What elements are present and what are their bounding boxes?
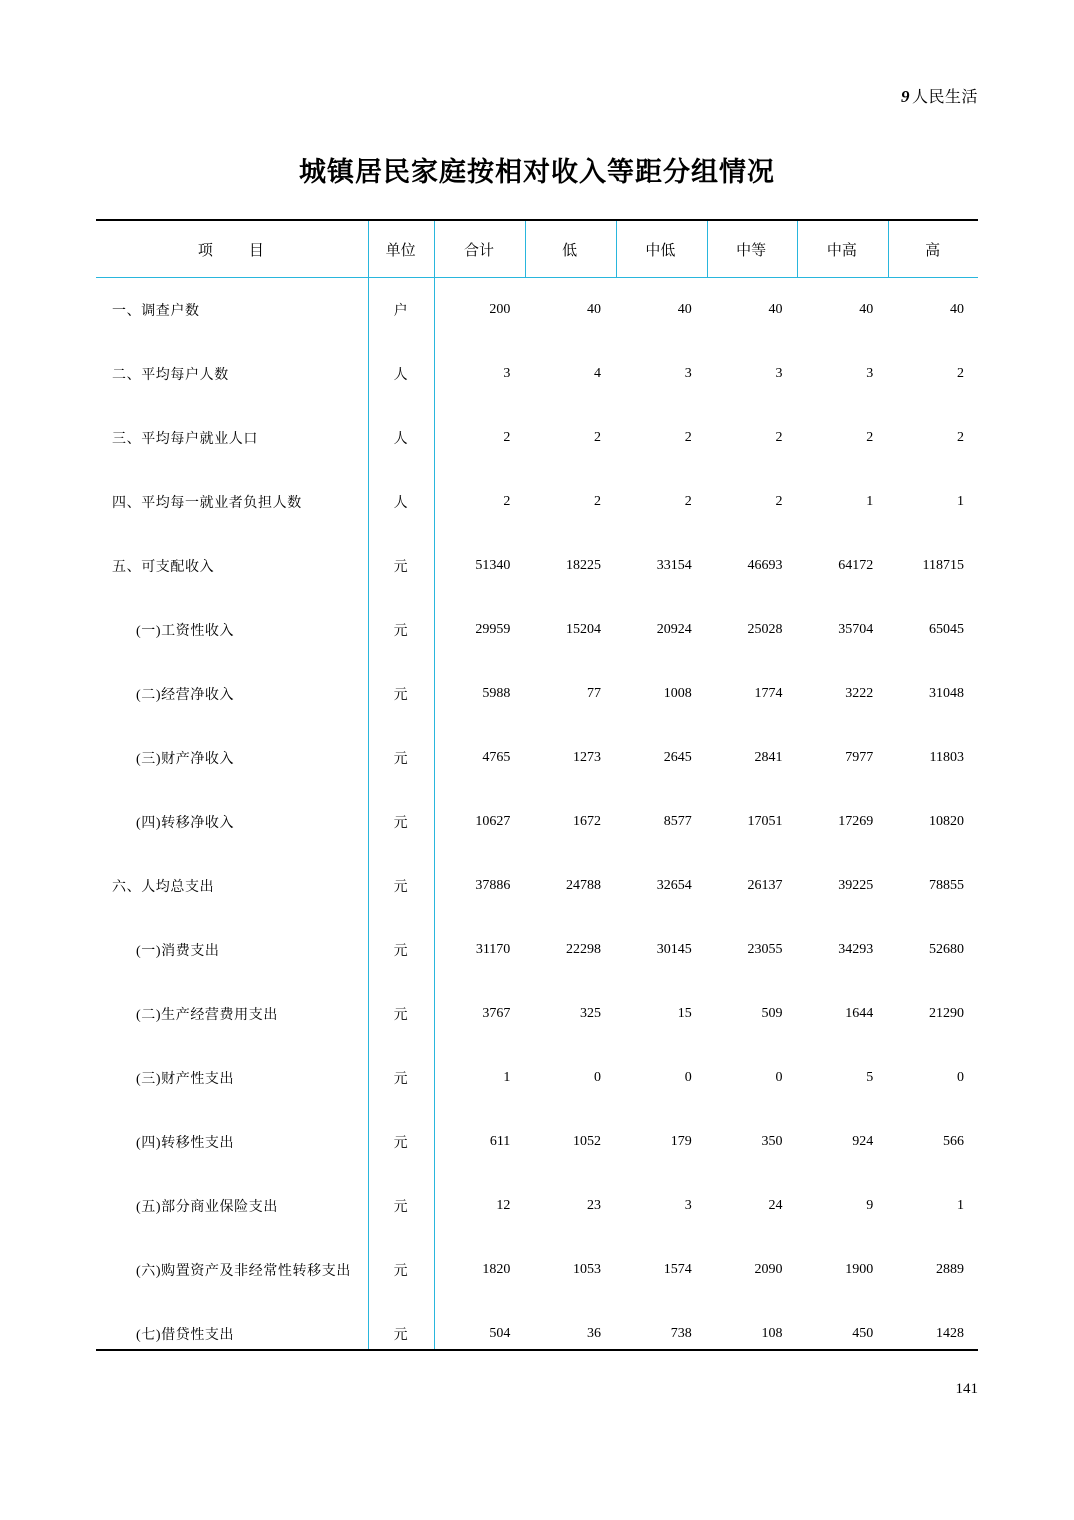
row-unit: 元 bbox=[393, 624, 408, 639]
cell-middle: 2090 bbox=[754, 1262, 783, 1277]
table-row bbox=[96, 470, 978, 534]
cell-lower-middle: 2645 bbox=[663, 750, 692, 765]
cell-high: 2 bbox=[957, 430, 964, 445]
row-label: (三)财产性支出 bbox=[136, 1072, 235, 1087]
cell-middle: 350 bbox=[761, 1134, 783, 1149]
cell-middle: 2841 bbox=[754, 750, 783, 765]
page-title: 城镇居民家庭按相对收入等距分组情况 bbox=[299, 157, 775, 187]
cell-upper-middle: 9 bbox=[866, 1198, 874, 1213]
cell-upper-middle: 1900 bbox=[845, 1262, 874, 1277]
cell-middle: 25028 bbox=[747, 622, 783, 637]
cell-middle: 2 bbox=[775, 430, 783, 445]
column-header-middle: 中等 bbox=[736, 242, 767, 259]
row-unit: 元 bbox=[393, 1264, 408, 1279]
row-unit: 元 bbox=[393, 944, 408, 959]
cell-lower-middle: 33154 bbox=[656, 558, 692, 573]
cell-middle: 46693 bbox=[747, 558, 783, 573]
cell-upper-middle: 7977 bbox=[845, 750, 874, 765]
row-unit: 人 bbox=[393, 496, 408, 511]
cell-lower-middle: 30145 bbox=[656, 942, 692, 957]
row-unit: 元 bbox=[393, 752, 408, 767]
statistics-table bbox=[96, 220, 978, 1366]
cell-total: 611 bbox=[489, 1134, 511, 1149]
cell-high: 1 bbox=[957, 494, 964, 509]
cell-middle: 17051 bbox=[747, 814, 783, 829]
cell-high: 40 bbox=[950, 302, 964, 317]
cell-high: 65045 bbox=[929, 622, 964, 637]
cell-middle: 3 bbox=[775, 366, 783, 381]
cell-middle: 509 bbox=[761, 1006, 783, 1021]
cell-low: 40 bbox=[587, 302, 602, 317]
cell-upper-middle: 35704 bbox=[838, 622, 874, 637]
column-header-lower-middle: 中低 bbox=[645, 242, 676, 259]
row-label: 三、平均每户就业人口 bbox=[112, 432, 258, 447]
cell-middle: 26137 bbox=[747, 878, 783, 893]
cell-upper-middle: 924 bbox=[852, 1134, 874, 1149]
cell-middle: 0 bbox=[775, 1070, 783, 1085]
row-label: 四、平均每一就业者负担人数 bbox=[112, 496, 302, 511]
cell-high: 566 bbox=[943, 1134, 964, 1149]
cell-low: 4 bbox=[594, 366, 602, 381]
row-unit: 元 bbox=[393, 1328, 408, 1343]
cell-lower-middle: 8577 bbox=[663, 814, 692, 829]
table-row bbox=[96, 1174, 978, 1238]
cell-total: 10627 bbox=[475, 814, 511, 829]
cell-low: 325 bbox=[580, 1006, 602, 1021]
table-row bbox=[96, 278, 978, 342]
cell-upper-middle: 1644 bbox=[845, 1006, 874, 1021]
cell-total: 12 bbox=[496, 1198, 511, 1213]
cell-total: 1 bbox=[503, 1070, 511, 1085]
cell-lower-middle: 2 bbox=[684, 494, 692, 509]
row-unit: 人 bbox=[393, 432, 408, 447]
column-header-low: 低 bbox=[562, 242, 578, 259]
column-header-total: 合计 bbox=[463, 242, 494, 259]
table-row bbox=[96, 406, 978, 470]
cell-upper-middle: 34293 bbox=[838, 942, 874, 957]
row-unit: 户 bbox=[393, 304, 408, 319]
table-row bbox=[96, 1046, 978, 1110]
row-unit: 元 bbox=[393, 880, 408, 895]
chapter-title: 人民生活 bbox=[911, 89, 978, 106]
cell-upper-middle: 40 bbox=[859, 302, 874, 317]
table-row bbox=[96, 534, 978, 598]
cell-total: 3767 bbox=[482, 1006, 511, 1021]
chapter-header bbox=[901, 84, 978, 107]
row-label: (五)部分商业保险支出 bbox=[136, 1200, 278, 1215]
cell-low: 23 bbox=[587, 1198, 602, 1213]
cell-upper-middle: 2 bbox=[866, 430, 874, 445]
row-label: 二、平均每户人数 bbox=[112, 368, 229, 383]
cell-lower-middle: 15 bbox=[677, 1006, 692, 1021]
cell-total: 504 bbox=[489, 1326, 511, 1341]
cell-upper-middle: 450 bbox=[852, 1326, 874, 1341]
row-label: (七)借贷性支出 bbox=[136, 1328, 235, 1343]
row-unit: 元 bbox=[393, 560, 408, 575]
cell-low: 36 bbox=[587, 1326, 602, 1341]
row-label: 五、可支配收入 bbox=[112, 560, 215, 575]
cell-total: 3 bbox=[503, 366, 511, 381]
row-label: 六、人均总支出 bbox=[112, 880, 215, 895]
cell-total: 2 bbox=[503, 494, 511, 509]
row-label: (一)工资性收入 bbox=[136, 624, 235, 639]
table-row bbox=[96, 598, 978, 662]
cell-high: 10820 bbox=[929, 814, 964, 829]
cell-lower-middle: 3 bbox=[684, 366, 692, 381]
cell-total: 5988 bbox=[482, 686, 511, 701]
cell-low: 24788 bbox=[566, 878, 602, 893]
row-unit: 人 bbox=[393, 368, 408, 383]
cell-total: 2 bbox=[503, 430, 511, 445]
cell-low: 15204 bbox=[566, 622, 602, 637]
column-header-upper-middle: 中高 bbox=[826, 242, 857, 259]
table-row bbox=[96, 662, 978, 726]
row-label: (四)转移净收入 bbox=[136, 816, 235, 831]
table-row bbox=[96, 726, 978, 790]
cell-lower-middle: 2 bbox=[684, 430, 692, 445]
cell-total: 31170 bbox=[475, 942, 511, 957]
row-label: (四)转移性支出 bbox=[136, 1136, 235, 1151]
cell-lower-middle: 32654 bbox=[656, 878, 692, 893]
cell-low: 1053 bbox=[573, 1262, 602, 1277]
row-unit: 元 bbox=[393, 816, 408, 831]
cell-middle: 1774 bbox=[754, 686, 783, 701]
table-row bbox=[96, 982, 978, 1046]
cell-high: 21290 bbox=[929, 1006, 964, 1021]
cell-high: 1428 bbox=[936, 1326, 964, 1341]
table-row bbox=[96, 1302, 978, 1366]
row-label: 一、调查户数 bbox=[112, 304, 200, 319]
row-label: (二)经营净收入 bbox=[136, 688, 235, 703]
row-label: (一)消费支出 bbox=[136, 944, 220, 959]
cell-high: 0 bbox=[957, 1070, 964, 1085]
row-unit: 元 bbox=[393, 688, 408, 703]
cell-low: 1672 bbox=[573, 814, 602, 829]
cell-total: 200 bbox=[489, 302, 511, 317]
cell-high: 52680 bbox=[929, 942, 964, 957]
cell-lower-middle: 179 bbox=[670, 1134, 692, 1149]
cell-lower-middle: 1008 bbox=[663, 686, 692, 701]
cell-low: 1052 bbox=[573, 1134, 602, 1149]
cell-high: 2889 bbox=[936, 1262, 964, 1277]
cell-lower-middle: 20924 bbox=[656, 622, 692, 637]
cell-high: 31048 bbox=[929, 686, 964, 701]
cell-lower-middle: 738 bbox=[670, 1326, 692, 1341]
cell-total: 1820 bbox=[482, 1262, 511, 1277]
table-row bbox=[96, 1238, 978, 1302]
table-row bbox=[96, 854, 978, 918]
cell-lower-middle: 0 bbox=[684, 1070, 692, 1085]
cell-lower-middle: 1574 bbox=[663, 1262, 692, 1277]
cell-middle: 40 bbox=[768, 302, 783, 317]
cell-middle: 23055 bbox=[747, 942, 783, 957]
cell-middle: 24 bbox=[768, 1198, 783, 1213]
cell-upper-middle: 3 bbox=[866, 366, 874, 381]
cell-low: 2 bbox=[594, 494, 602, 509]
row-label: (二)生产经营费用支出 bbox=[136, 1008, 278, 1023]
cell-upper-middle: 64172 bbox=[838, 558, 874, 573]
cell-upper-middle: 1 bbox=[866, 494, 874, 509]
cell-total: 37886 bbox=[475, 878, 511, 893]
table-row bbox=[96, 1110, 978, 1174]
cell-high: 2 bbox=[957, 366, 964, 381]
cell-middle: 108 bbox=[761, 1326, 783, 1341]
table-header-row bbox=[96, 220, 978, 278]
cell-upper-middle: 17269 bbox=[838, 814, 874, 829]
cell-high: 118715 bbox=[922, 558, 964, 573]
cell-low: 22298 bbox=[566, 942, 602, 957]
table-body bbox=[96, 278, 978, 1366]
cell-middle: 2 bbox=[775, 494, 783, 509]
cell-low: 2 bbox=[594, 430, 602, 445]
cell-low: 1273 bbox=[573, 750, 602, 765]
cell-upper-middle: 3222 bbox=[845, 686, 874, 701]
cell-lower-middle: 40 bbox=[677, 302, 692, 317]
cell-high: 1 bbox=[957, 1198, 964, 1213]
cell-total: 4765 bbox=[482, 750, 511, 765]
table-row bbox=[96, 342, 978, 406]
row-unit: 元 bbox=[393, 1200, 408, 1215]
table-row bbox=[96, 918, 978, 982]
table-row bbox=[96, 790, 978, 854]
row-unit: 元 bbox=[393, 1136, 408, 1151]
cell-high: 78855 bbox=[929, 878, 964, 893]
row-unit: 元 bbox=[393, 1072, 408, 1087]
row-label: (六)购置资产及非经常性转移支出 bbox=[136, 1264, 351, 1279]
cell-low: 77 bbox=[587, 686, 602, 701]
chapter-number: 9 bbox=[900, 87, 910, 106]
cell-low: 18225 bbox=[566, 558, 602, 573]
page-number: 141 bbox=[955, 1381, 978, 1397]
cell-upper-middle: 5 bbox=[866, 1070, 874, 1085]
column-header-item: 项 目 bbox=[197, 242, 266, 259]
column-header-unit: 单位 bbox=[385, 242, 416, 259]
row-unit: 元 bbox=[393, 1008, 408, 1023]
cell-low: 0 bbox=[594, 1070, 602, 1085]
cell-total: 29959 bbox=[475, 622, 511, 637]
row-label: (三)财产净收入 bbox=[136, 752, 235, 767]
cell-upper-middle: 39225 bbox=[838, 878, 874, 893]
column-header-high: 高 bbox=[925, 242, 941, 259]
cell-lower-middle: 3 bbox=[684, 1198, 692, 1213]
cell-total: 51340 bbox=[475, 558, 511, 573]
cell-high: 11803 bbox=[929, 750, 964, 765]
